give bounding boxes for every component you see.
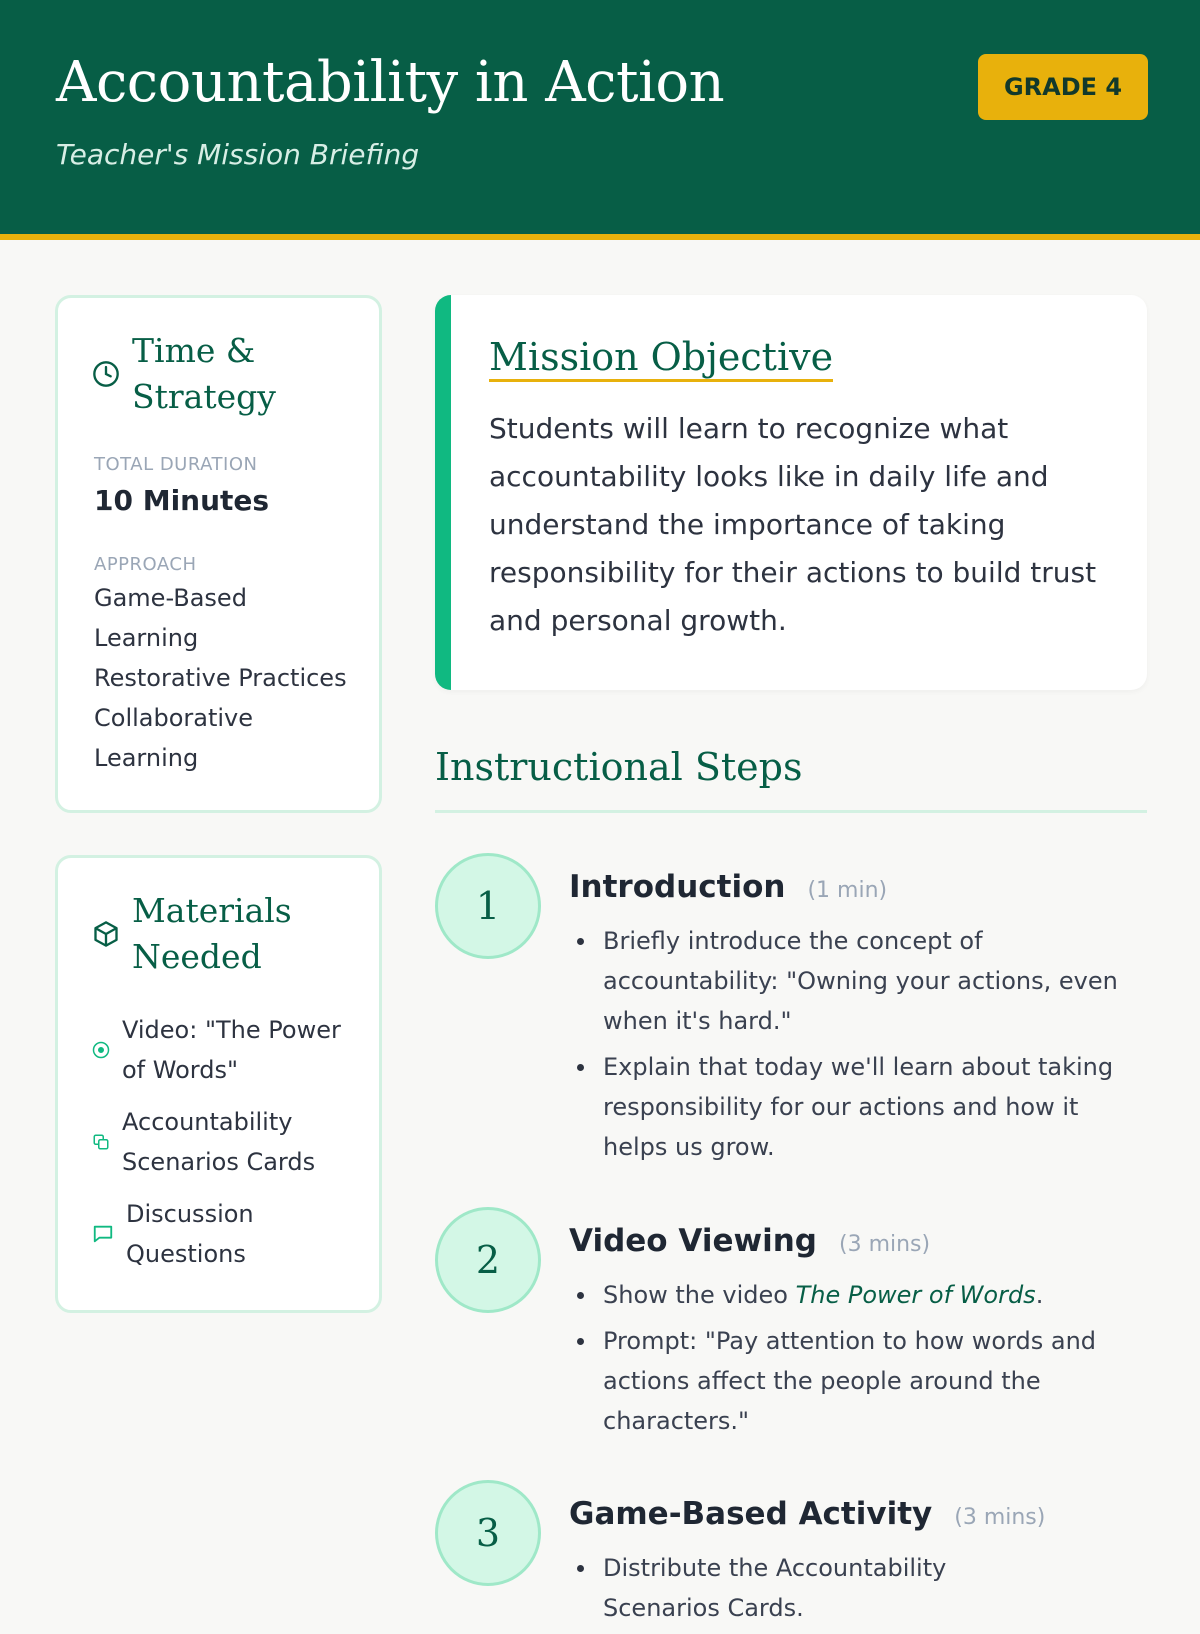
mission-objective-card xyxy=(435,295,1147,690)
step-video-viewing xyxy=(435,1207,1147,1447)
approach-item: Game-Based Learning xyxy=(94,584,247,652)
chat-bubble-icon xyxy=(92,1223,114,1245)
step-introduction xyxy=(435,853,1147,1183)
materials-heading: Materials Needed xyxy=(132,891,292,976)
materials-list xyxy=(92,1010,362,1286)
step-title: Video Viewing xyxy=(569,1223,817,1259)
video-title: The Power of Words xyxy=(795,1281,1036,1309)
duration-value: 10 Minutes xyxy=(94,484,270,517)
step-duration: (3 mins) xyxy=(954,1505,1046,1530)
page-title: Accountability in Action xyxy=(56,50,725,115)
step-number: 3 xyxy=(435,1480,541,1586)
approach-list xyxy=(94,578,364,778)
step-bullet: Briefly introduce the concept of accountability: "Owning your actions, even when it's hard." xyxy=(569,921,1129,1041)
bullet-text: Show the video xyxy=(603,1281,796,1309)
divider xyxy=(435,810,1147,813)
material-label: Video: "The Power of Words" xyxy=(122,1016,341,1084)
time-strategy-card xyxy=(55,295,382,813)
play-circle-icon xyxy=(92,1041,110,1059)
materials-card xyxy=(55,855,382,1313)
step-duration: (3 mins) xyxy=(839,1232,931,1257)
step-game-activity xyxy=(435,1480,1147,1622)
step-title: Game-Based Activity xyxy=(569,1496,933,1532)
material-label: Accountability Scenarios Cards xyxy=(122,1108,316,1176)
step-bullets xyxy=(569,1548,1149,1634)
objective-text: Students will learn to recognize what accountability looks like in daily life and understand the importance of taking responsibility for their actions to build trust and personal growth. xyxy=(489,412,1097,637)
step-duration: (1 min) xyxy=(807,878,888,903)
materials-header xyxy=(92,888,302,980)
grade-badge: GRADE 4 xyxy=(978,54,1148,120)
cards-icon xyxy=(92,1133,110,1151)
steps-heading: Instructional Steps xyxy=(435,745,803,789)
step-header xyxy=(569,869,887,905)
time-strategy-heading: Time & Strategy xyxy=(132,331,276,416)
bullet-text: . xyxy=(1035,1281,1044,1309)
material-item-questions xyxy=(92,1194,362,1274)
step-number: 1 xyxy=(435,853,541,959)
page-subtitle: Teacher's Mission Briefing xyxy=(56,138,420,171)
page-header xyxy=(0,0,1200,240)
step-bullets xyxy=(569,1275,1149,1447)
box-icon xyxy=(92,920,120,948)
approach-item: Restorative Practices xyxy=(94,664,347,692)
step-header xyxy=(569,1496,1045,1532)
material-item-video xyxy=(92,1010,362,1090)
step-bullets xyxy=(569,921,1149,1173)
time-strategy-header xyxy=(92,328,302,420)
step-header xyxy=(569,1223,930,1259)
material-item-cards xyxy=(92,1102,362,1182)
clock-icon xyxy=(92,360,120,388)
material-label: Discussion Questions xyxy=(126,1200,254,1268)
approach-item: Collaborative Learning xyxy=(94,704,254,772)
step-bullet: Prompt: "Pay attention to how words and actions affect the people around the characters." xyxy=(569,1321,1109,1441)
approach-label: APPROACH xyxy=(94,554,197,575)
step-title: Introduction xyxy=(569,869,786,905)
step-number: 2 xyxy=(435,1207,541,1313)
step-bullet: Distribute the Accountability Scenarios Cards. xyxy=(569,1548,1069,1628)
duration-label: TOTAL DURATION xyxy=(94,454,258,475)
step-bullet: Explain that today we'll learn about taking responsibility for our actions and how it helps us grow. xyxy=(569,1047,1149,1167)
step-bullet xyxy=(569,1275,1149,1315)
objective-heading: Mission Objective xyxy=(489,335,833,382)
